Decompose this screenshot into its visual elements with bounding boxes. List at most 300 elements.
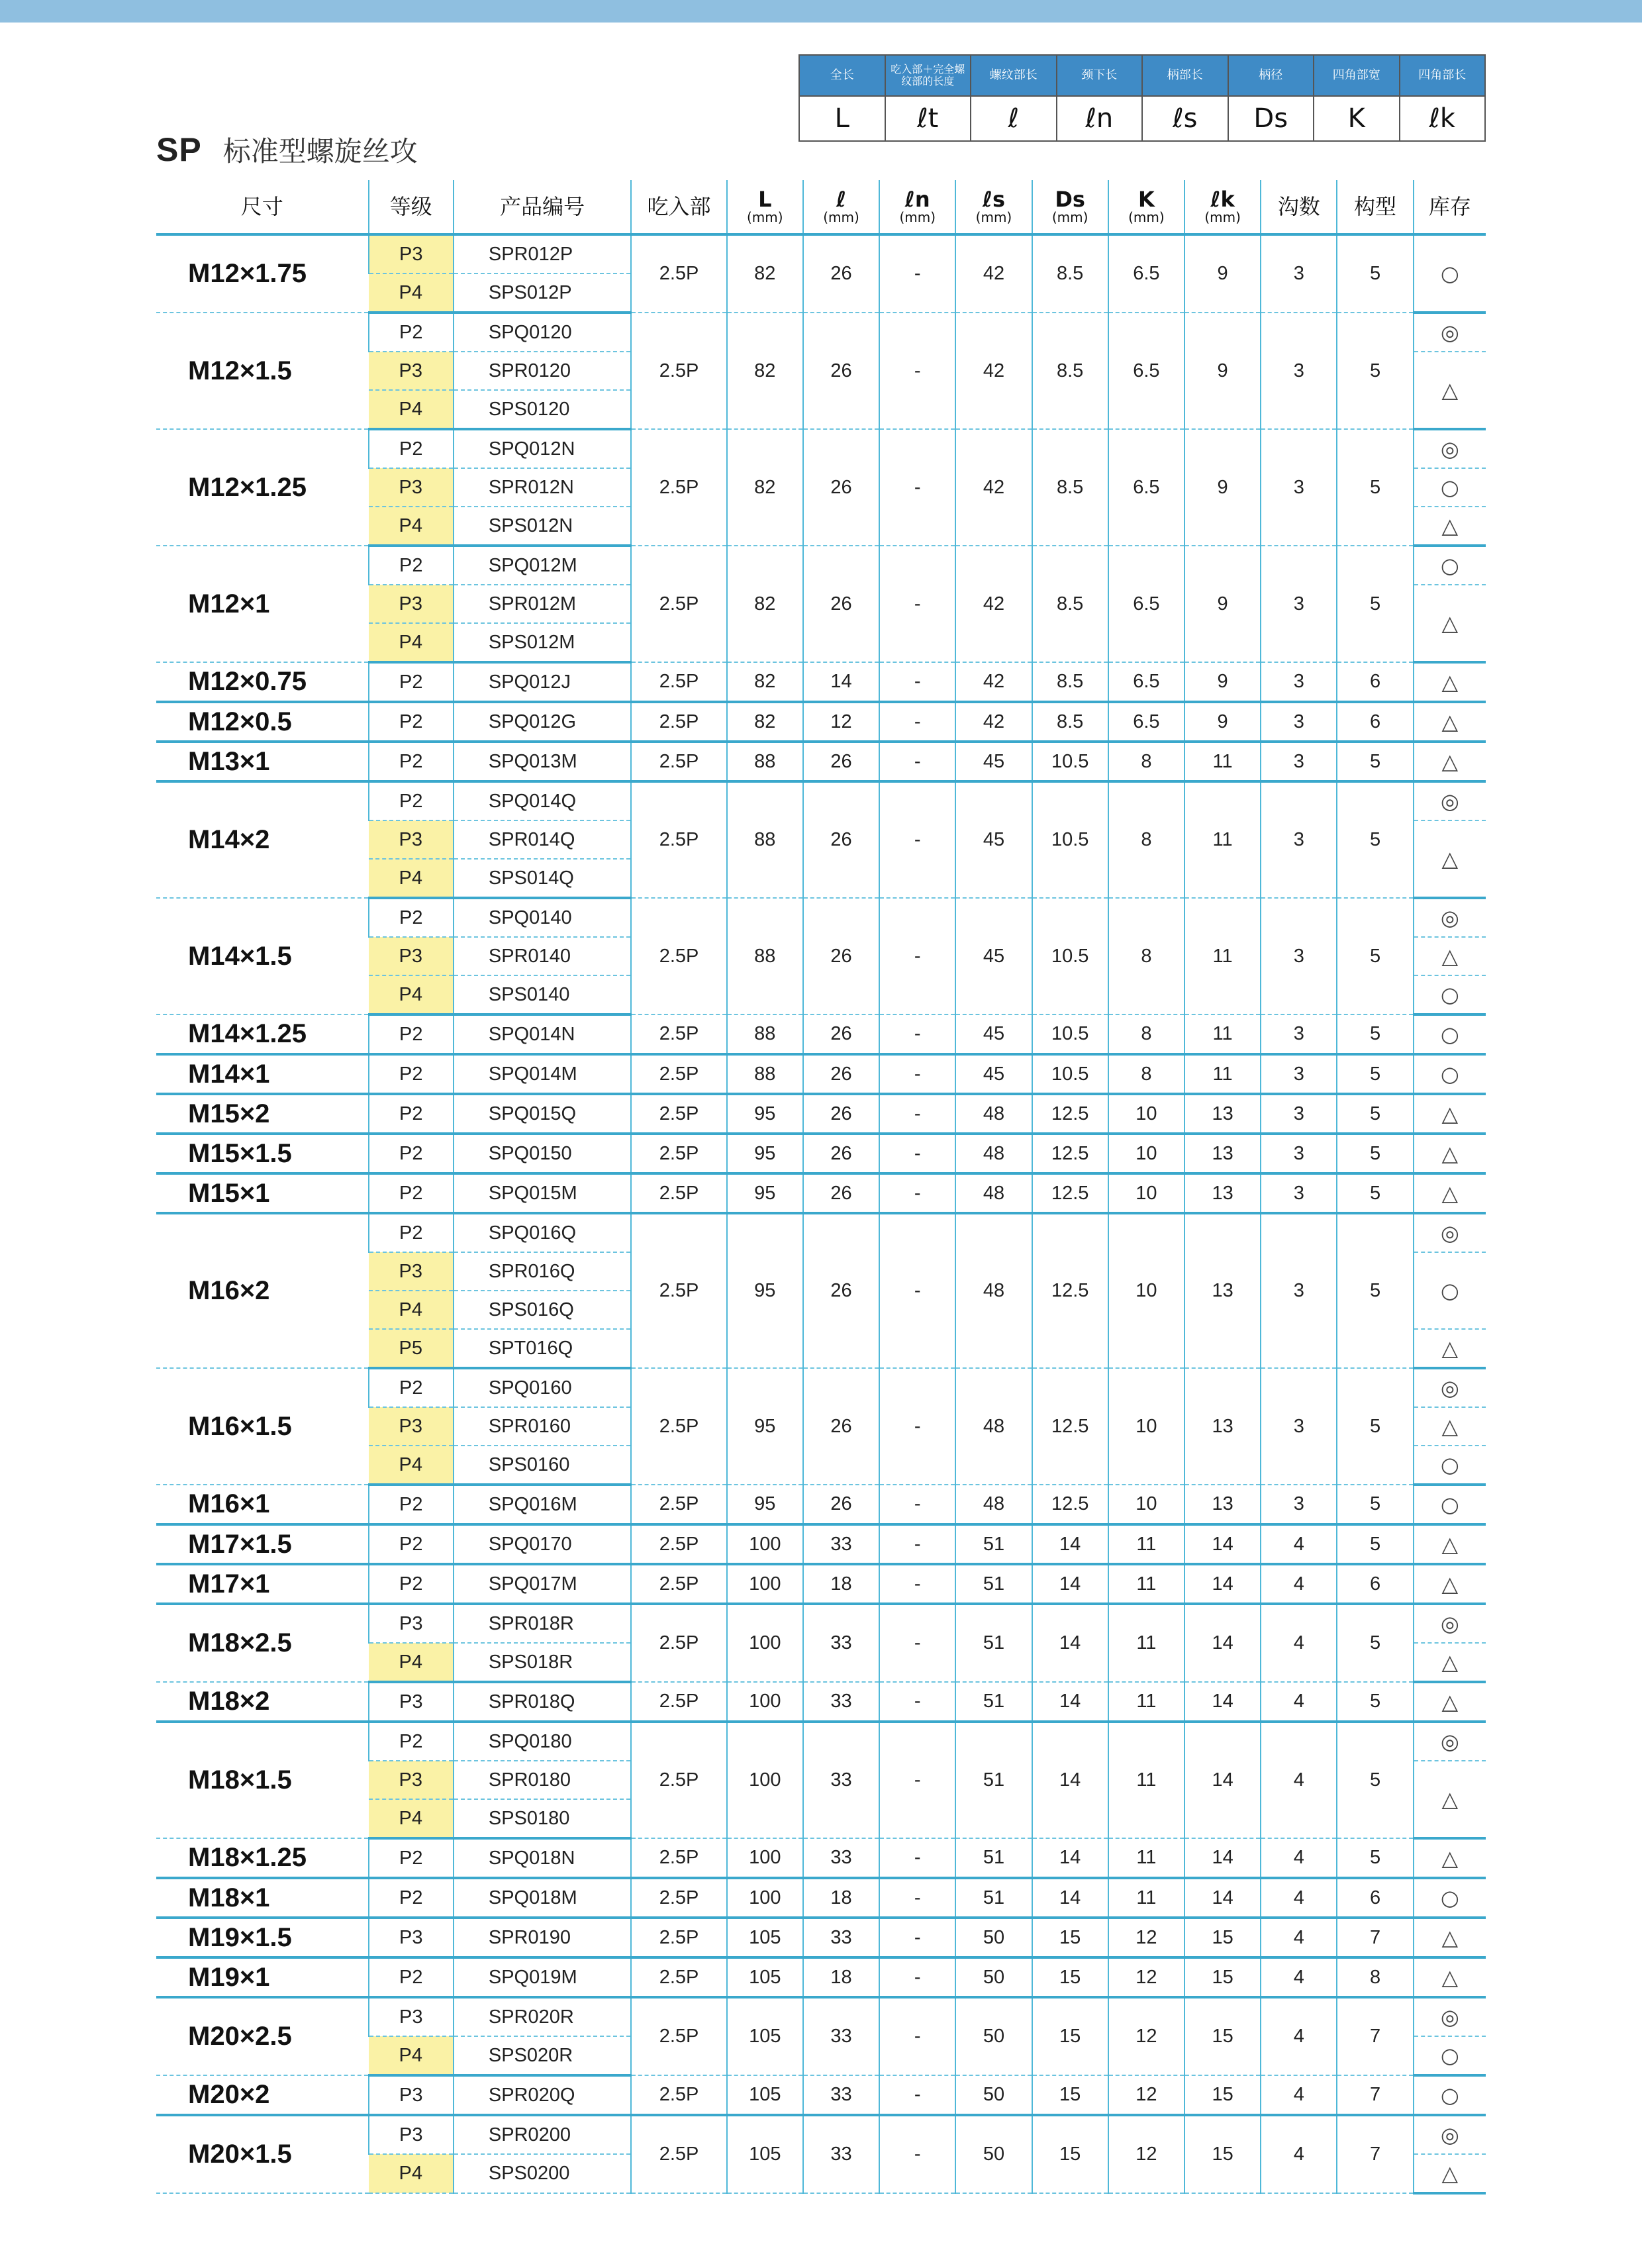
legend-symbol: ℓs xyxy=(1173,103,1198,134)
l-cell: 33 xyxy=(803,1682,879,1722)
K-cell: 12 xyxy=(1108,2075,1184,2115)
stock-status-cell: ◎ xyxy=(1414,1368,1486,1407)
shape-cell: 5 xyxy=(1337,1368,1413,1485)
product-number-cell: SPQ0150 xyxy=(454,1134,632,1173)
shape-cell: 6 xyxy=(1337,702,1413,742)
top-color-band xyxy=(0,0,1642,23)
L-cell: 105 xyxy=(727,1918,803,1957)
col-header-L xyxy=(727,180,803,234)
grade-cell: P3 xyxy=(369,234,454,273)
flutes-cell: 4 xyxy=(1261,1878,1337,1918)
grade-cell: P2 xyxy=(369,1722,454,1761)
Ds-cell: 14 xyxy=(1032,1604,1108,1682)
col-header-flutes: 沟数 xyxy=(1261,180,1337,234)
lk-cell: 9 xyxy=(1184,546,1261,662)
product-number-cell: SPR018Q xyxy=(454,1682,632,1722)
lk-cell: 15 xyxy=(1184,1957,1261,1997)
stock-status-cell: △ xyxy=(1414,1564,1486,1604)
K-cell: 8 xyxy=(1108,1054,1184,1094)
flutes-cell: 3 xyxy=(1261,1368,1337,1485)
ln-cell: - xyxy=(879,313,955,429)
chamfer-cell: 2.5P xyxy=(631,781,726,898)
ls-cell: 45 xyxy=(955,781,1032,898)
lk-cell: 9 xyxy=(1184,662,1261,702)
product-number-cell: SPR018R xyxy=(454,1604,632,1643)
col-header-size: 尺寸 xyxy=(156,180,369,234)
Ds-cell: 10.5 xyxy=(1032,781,1108,898)
grade-cell: P2 xyxy=(369,1524,454,1564)
product-number-cell: SPS020R xyxy=(454,2036,632,2075)
l-cell: 33 xyxy=(803,2075,879,2115)
stock-status-cell: ○ xyxy=(1414,1446,1486,1485)
K-cell: 8 xyxy=(1108,781,1184,898)
table-row xyxy=(156,2115,1486,2154)
lk-cell: 11 xyxy=(1184,1054,1261,1094)
ls-cell: 42 xyxy=(955,662,1032,702)
ln-cell: - xyxy=(879,1957,955,1997)
product-number-cell: SPR014Q xyxy=(454,820,632,859)
shape-cell: 5 xyxy=(1337,1485,1413,1524)
stock-status-cell: ○ xyxy=(1414,468,1486,507)
col-header-shape: 构型 xyxy=(1337,180,1413,234)
product-number-cell: SPR0180 xyxy=(454,1761,632,1799)
l-cell: 26 xyxy=(803,898,879,1014)
size-cell: M18×1.5 xyxy=(156,1722,369,1838)
col-symbol: L xyxy=(758,187,772,212)
lk-cell: 13 xyxy=(1184,1213,1261,1368)
Ds-cell: 15 xyxy=(1032,1997,1108,2075)
size-cell: M20×2 xyxy=(156,2075,369,2115)
lk-cell: 14 xyxy=(1184,1838,1261,1878)
product-number-cell: SPQ018N xyxy=(454,1838,632,1878)
ls-cell: 45 xyxy=(955,1054,1032,1094)
ln-cell: - xyxy=(879,1722,955,1838)
product-number-cell: SPQ014M xyxy=(454,1054,632,1094)
col-unit: (mm) xyxy=(823,209,859,225)
Ds-cell: 12.5 xyxy=(1032,1134,1108,1173)
ls-cell: 42 xyxy=(955,429,1032,546)
K-cell: 8 xyxy=(1108,1014,1184,1054)
L-cell: 95 xyxy=(727,1485,803,1524)
stock-status-cell: ○ xyxy=(1414,234,1486,313)
col-header-Ds xyxy=(1032,180,1108,234)
table-row xyxy=(156,429,1486,468)
flutes-cell: 4 xyxy=(1261,1682,1337,1722)
size-cell: M19×1.5 xyxy=(156,1918,369,1957)
product-number-cell: SPR0160 xyxy=(454,1407,632,1446)
Ds-cell: 15 xyxy=(1032,1957,1108,1997)
ls-cell: 50 xyxy=(955,1918,1032,1957)
shape-cell: 7 xyxy=(1337,1918,1413,1957)
L-cell: 88 xyxy=(727,1054,803,1094)
legend-symbol: Ds xyxy=(1253,103,1288,134)
flutes-cell: 3 xyxy=(1261,742,1337,781)
flutes-cell: 3 xyxy=(1261,313,1337,429)
ls-cell: 51 xyxy=(955,1878,1032,1918)
col-unit: (mm) xyxy=(1051,209,1088,225)
product-number-cell: SPS0160 xyxy=(454,1446,632,1485)
L-cell: 100 xyxy=(727,1604,803,1682)
l-cell: 18 xyxy=(803,1878,879,1918)
chamfer-cell: 2.5P xyxy=(631,1722,726,1838)
size-cell: M18×2.5 xyxy=(156,1604,369,1682)
col-header-ls xyxy=(955,180,1032,234)
col-unit: (mm) xyxy=(899,209,936,225)
product-number-cell: SPQ013M xyxy=(454,742,632,781)
l-cell: 26 xyxy=(803,1213,879,1368)
flutes-cell: 4 xyxy=(1261,1838,1337,1878)
ln-cell: - xyxy=(879,1485,955,1524)
stock-status-cell: △ xyxy=(1414,1407,1486,1446)
L-cell: 100 xyxy=(727,1722,803,1838)
table-row xyxy=(156,1213,1486,1252)
chamfer-cell: 2.5P xyxy=(631,898,726,1014)
product-number-cell: SPQ012M xyxy=(454,546,632,585)
L-cell: 82 xyxy=(727,546,803,662)
table-row xyxy=(156,1173,1486,1213)
Ds-cell: 12.5 xyxy=(1032,1094,1108,1134)
L-cell: 88 xyxy=(727,742,803,781)
chamfer-cell: 2.5P xyxy=(631,234,726,313)
series-name: 标准型螺旋丝攻 xyxy=(222,135,418,168)
col-unit: (mm) xyxy=(1204,209,1241,225)
ln-cell: - xyxy=(879,1134,955,1173)
ln-cell: - xyxy=(879,781,955,898)
table-row xyxy=(156,662,1486,702)
table-row xyxy=(156,1682,1486,1722)
l-cell: 33 xyxy=(803,1997,879,2075)
Ds-cell: 15 xyxy=(1032,2115,1108,2193)
product-number-cell: SPS0200 xyxy=(454,2154,632,2193)
Ds-cell: 14 xyxy=(1032,1524,1108,1564)
flutes-cell: 3 xyxy=(1261,429,1337,546)
ls-cell: 42 xyxy=(955,313,1032,429)
legend-item xyxy=(800,56,886,140)
Ds-cell: 14 xyxy=(1032,1564,1108,1604)
stock-status-cell: ○ xyxy=(1414,1054,1486,1094)
shape-cell: 5 xyxy=(1337,1213,1413,1368)
shape-cell: 5 xyxy=(1337,1173,1413,1213)
shape-cell: 7 xyxy=(1337,2075,1413,2115)
grade-cell: P2 xyxy=(369,1838,454,1878)
shape-cell: 5 xyxy=(1337,1524,1413,1564)
spec-table-body xyxy=(156,234,1486,2193)
grade-cell: P2 xyxy=(369,1094,454,1134)
size-cell: M18×1.25 xyxy=(156,1838,369,1878)
L-cell: 95 xyxy=(727,1368,803,1485)
L-cell: 100 xyxy=(727,1682,803,1722)
table-row xyxy=(156,2075,1486,2115)
legend-item xyxy=(1400,56,1485,140)
l-cell: 26 xyxy=(803,234,879,313)
col-symbol: ℓs xyxy=(982,187,1006,212)
l-cell: 33 xyxy=(803,1918,879,1957)
legend-label: 柄径 xyxy=(1229,56,1314,97)
legend-label: 颈下长 xyxy=(1057,56,1142,97)
ls-cell: 50 xyxy=(955,1997,1032,2075)
shape-cell: 5 xyxy=(1337,234,1413,313)
K-cell: 8 xyxy=(1108,898,1184,1014)
product-number-cell: SPR020R xyxy=(454,1997,632,2036)
size-cell: M15×1 xyxy=(156,1173,369,1213)
product-number-cell: SPR0140 xyxy=(454,937,632,975)
ls-cell: 45 xyxy=(955,898,1032,1014)
size-cell: M18×2 xyxy=(156,1682,369,1722)
chamfer-cell: 2.5P xyxy=(631,1564,726,1604)
K-cell: 8 xyxy=(1108,742,1184,781)
l-cell: 14 xyxy=(803,662,879,702)
Ds-cell: 8.5 xyxy=(1032,546,1108,662)
ln-cell: - xyxy=(879,1173,955,1213)
col-header-lk xyxy=(1184,180,1261,234)
chamfer-cell: 2.5P xyxy=(631,1368,726,1485)
flutes-cell: 4 xyxy=(1261,1918,1337,1957)
K-cell: 6.5 xyxy=(1108,234,1184,313)
K-cell: 6.5 xyxy=(1108,313,1184,429)
ln-cell: - xyxy=(879,1368,955,1485)
L-cell: 88 xyxy=(727,781,803,898)
lk-cell: 15 xyxy=(1184,2115,1261,2193)
ln-cell: - xyxy=(879,702,955,742)
Ds-cell: 15 xyxy=(1032,2075,1108,2115)
stock-status-cell: ◎ xyxy=(1414,1722,1486,1761)
stock-status-cell: ◎ xyxy=(1414,313,1486,352)
stock-status-cell: △ xyxy=(1414,1094,1486,1134)
size-cell: M15×1.5 xyxy=(156,1134,369,1173)
spec-table xyxy=(156,180,1486,2194)
shape-cell: 5 xyxy=(1337,546,1413,662)
col-unit: (mm) xyxy=(747,209,783,225)
shape-cell: 5 xyxy=(1337,1722,1413,1838)
product-number-cell: SPS0180 xyxy=(454,1799,632,1838)
K-cell: 11 xyxy=(1108,1524,1184,1564)
dimension-legend xyxy=(798,54,1486,142)
chamfer-cell: 2.5P xyxy=(631,1094,726,1134)
stock-status-cell: △ xyxy=(1414,507,1486,546)
flutes-cell: 3 xyxy=(1261,1134,1337,1173)
legend-label: 全长 xyxy=(800,56,885,97)
l-cell: 26 xyxy=(803,781,879,898)
grade-cell: P3 xyxy=(369,1997,454,2036)
L-cell: 95 xyxy=(727,1094,803,1134)
lk-cell: 13 xyxy=(1184,1368,1261,1485)
lk-cell: 9 xyxy=(1184,429,1261,546)
stock-status-cell: △ xyxy=(1414,1524,1486,1564)
ls-cell: 51 xyxy=(955,1604,1032,1682)
L-cell: 95 xyxy=(727,1134,803,1173)
legend-symbol: ℓ xyxy=(1008,103,1020,134)
grade-cell: P2 xyxy=(369,313,454,352)
product-number-cell: SPS016Q xyxy=(454,1291,632,1329)
l-cell: 26 xyxy=(803,1368,879,1485)
grade-cell: P2 xyxy=(369,662,454,702)
product-number-cell: SPS014Q xyxy=(454,859,632,898)
flutes-cell: 3 xyxy=(1261,898,1337,1014)
size-cell: M12×1.75 xyxy=(156,234,369,313)
shape-cell: 6 xyxy=(1337,662,1413,702)
legend-item xyxy=(971,56,1057,140)
lk-cell: 13 xyxy=(1184,1173,1261,1213)
stock-status-cell: △ xyxy=(1414,1918,1486,1957)
Ds-cell: 8.5 xyxy=(1032,429,1108,546)
K-cell: 10 xyxy=(1108,1213,1184,1368)
col-header-chamfer: 吃入部 xyxy=(631,180,726,234)
ln-cell: - xyxy=(879,1918,955,1957)
series-code: SP xyxy=(156,131,202,168)
grade-cell: P4 xyxy=(369,1799,454,1838)
legend-item xyxy=(1229,56,1315,140)
flutes-cell: 3 xyxy=(1261,1054,1337,1094)
L-cell: 82 xyxy=(727,429,803,546)
table-row xyxy=(156,702,1486,742)
stock-status-cell: △ xyxy=(1414,1329,1486,1368)
chamfer-cell: 2.5P xyxy=(631,1878,726,1918)
lk-cell: 14 xyxy=(1184,1524,1261,1564)
legend-item xyxy=(1314,56,1400,140)
grade-cell: P2 xyxy=(369,546,454,585)
lk-cell: 14 xyxy=(1184,1564,1261,1604)
l-cell: 26 xyxy=(803,1134,879,1173)
legend-symbol: ℓt xyxy=(917,103,939,134)
Ds-cell: 12.5 xyxy=(1032,1368,1108,1485)
lk-cell: 13 xyxy=(1184,1094,1261,1134)
l-cell: 33 xyxy=(803,1838,879,1878)
product-number-cell: SPR012M xyxy=(454,585,632,623)
grade-cell: P2 xyxy=(369,742,454,781)
ln-cell: - xyxy=(879,2115,955,2193)
col-symbol: ℓn xyxy=(904,187,930,212)
L-cell: 105 xyxy=(727,1997,803,2075)
ln-cell: - xyxy=(879,1094,955,1134)
stock-status-cell: △ xyxy=(1414,1173,1486,1213)
product-number-cell: SPS0140 xyxy=(454,975,632,1014)
Ds-cell: 15 xyxy=(1032,1918,1108,1957)
l-cell: 12 xyxy=(803,702,879,742)
table-row xyxy=(156,1878,1486,1918)
grade-cell: P2 xyxy=(369,1564,454,1604)
size-cell: M18×1 xyxy=(156,1878,369,1918)
ln-cell: - xyxy=(879,1564,955,1604)
K-cell: 11 xyxy=(1108,1722,1184,1838)
stock-status-cell: ◎ xyxy=(1414,898,1486,937)
product-number-cell: SPQ014Q xyxy=(454,781,632,820)
chamfer-cell: 2.5P xyxy=(631,1173,726,1213)
legend-symbol: ℓk xyxy=(1429,103,1456,134)
table-row xyxy=(156,1485,1486,1524)
Ds-cell: 8.5 xyxy=(1032,702,1108,742)
product-number-cell: SPR020Q xyxy=(454,2075,632,2115)
col-unit: (mm) xyxy=(1128,209,1165,225)
col-unit: (mm) xyxy=(975,209,1012,225)
l-cell: 26 xyxy=(803,429,879,546)
size-cell: M14×1.25 xyxy=(156,1014,369,1054)
size-cell: M12×1 xyxy=(156,546,369,662)
lk-cell: 9 xyxy=(1184,313,1261,429)
ls-cell: 45 xyxy=(955,742,1032,781)
l-cell: 26 xyxy=(803,1014,879,1054)
grade-cell: P5 xyxy=(369,1329,454,1368)
ln-cell: - xyxy=(879,898,955,1014)
table-row xyxy=(156,1564,1486,1604)
grade-cell: P4 xyxy=(369,1291,454,1329)
grade-cell: P2 xyxy=(369,1957,454,1997)
legend-symbol: ℓn xyxy=(1085,103,1114,134)
grade-cell: P2 xyxy=(369,1173,454,1213)
product-number-cell: SPQ012N xyxy=(454,429,632,468)
stock-status-cell: ○ xyxy=(1414,1485,1486,1524)
Ds-cell: 8.5 xyxy=(1032,234,1108,313)
flutes-cell: 3 xyxy=(1261,702,1337,742)
ls-cell: 50 xyxy=(955,2075,1032,2115)
K-cell: 12 xyxy=(1108,2115,1184,2193)
size-cell: M12×0.75 xyxy=(156,662,369,702)
ls-cell: 48 xyxy=(955,1485,1032,1524)
product-number-cell: SPQ015Q xyxy=(454,1094,632,1134)
chamfer-cell: 2.5P xyxy=(631,1524,726,1564)
grade-cell: P2 xyxy=(369,702,454,742)
Ds-cell: 12.5 xyxy=(1032,1485,1108,1524)
ln-cell: - xyxy=(879,546,955,662)
size-cell: M16×2 xyxy=(156,1213,369,1368)
shape-cell: 5 xyxy=(1337,1054,1413,1094)
legend-label: 四角部长 xyxy=(1400,56,1485,97)
shape-cell: 6 xyxy=(1337,1878,1413,1918)
lk-cell: 15 xyxy=(1184,2075,1261,2115)
stock-status-cell: ○ xyxy=(1414,975,1486,1014)
product-number-cell: SPQ0170 xyxy=(454,1524,632,1564)
ls-cell: 51 xyxy=(955,1564,1032,1604)
product-number-cell: SPS012M xyxy=(454,623,632,662)
size-cell: M12×0.5 xyxy=(156,702,369,742)
chamfer-cell: 2.5P xyxy=(631,742,726,781)
L-cell: 82 xyxy=(727,313,803,429)
size-cell: M13×1 xyxy=(156,742,369,781)
grade-cell: P2 xyxy=(369,1878,454,1918)
K-cell: 6.5 xyxy=(1108,429,1184,546)
stock-status-cell: △ xyxy=(1414,352,1486,429)
grade-cell: P4 xyxy=(369,975,454,1014)
product-number-cell: SPQ019M xyxy=(454,1957,632,1997)
col-symbol: K xyxy=(1137,187,1155,212)
ln-cell: - xyxy=(879,2075,955,2115)
Ds-cell: 10.5 xyxy=(1032,898,1108,1014)
col-header-stock: 库存 xyxy=(1414,180,1486,234)
size-cell: M17×1 xyxy=(156,1564,369,1604)
legend-label: 四角部宽 xyxy=(1314,56,1399,97)
grade-cell: P4 xyxy=(369,273,454,313)
legend-symbol: K xyxy=(1347,103,1365,134)
stock-status-cell: △ xyxy=(1414,1838,1486,1878)
K-cell: 12 xyxy=(1108,1918,1184,1957)
stock-status-cell: △ xyxy=(1414,1643,1486,1682)
grade-cell: P2 xyxy=(369,1368,454,1407)
page-title xyxy=(156,130,418,170)
table-row xyxy=(156,1094,1486,1134)
table-row xyxy=(156,1604,1486,1643)
ln-cell: - xyxy=(879,1054,955,1094)
flutes-cell: 3 xyxy=(1261,1485,1337,1524)
lk-cell: 9 xyxy=(1184,234,1261,313)
size-cell: M15×2 xyxy=(156,1094,369,1134)
grade-cell: P3 xyxy=(369,468,454,507)
flutes-cell: 4 xyxy=(1261,1957,1337,1997)
ls-cell: 51 xyxy=(955,1722,1032,1838)
flutes-cell: 3 xyxy=(1261,1173,1337,1213)
product-number-cell: SPQ017M xyxy=(454,1564,632,1604)
table-row xyxy=(156,1014,1486,1054)
L-cell: 100 xyxy=(727,1878,803,1918)
K-cell: 6.5 xyxy=(1108,702,1184,742)
